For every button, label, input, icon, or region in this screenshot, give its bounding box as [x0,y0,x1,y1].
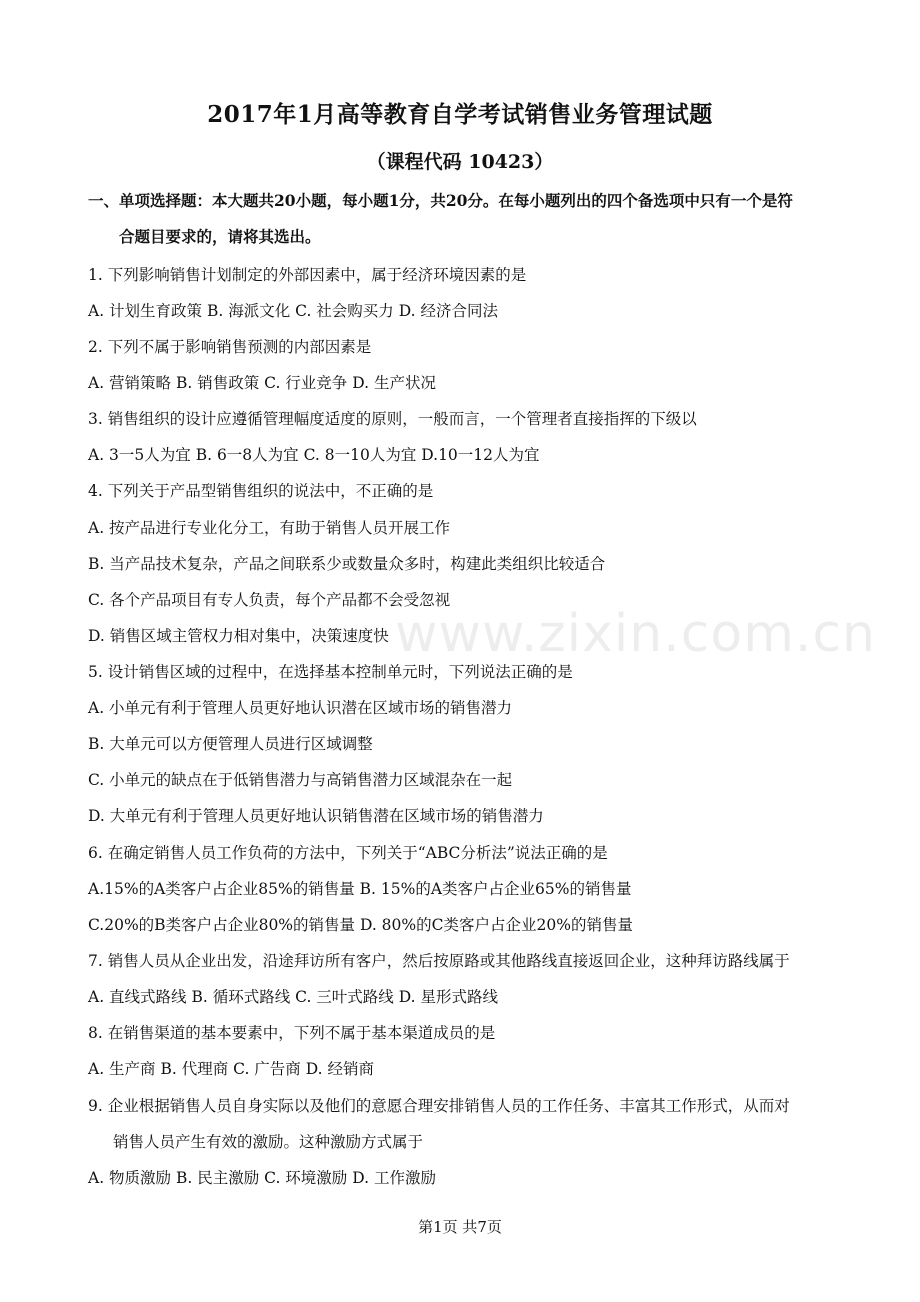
question-7-options: A. 直线式路线 B. 循环式路线 C. 三叶式路线 D. 星形式路线 [88,988,498,1006]
question-2: 2. 下列不属于影响销售预测的内部因素是 [88,338,372,356]
page-footer: 第1页 共7页 [418,1218,502,1236]
question-4-option-c: C. 各个产品项目有专人负责，每个产品都不会受忽视 [88,591,451,609]
question-5-option-a: A. 小单元有利于管理人员更好地认识潜在区域市场的销售潜力 [88,699,513,717]
question-6-options-ab: A.15%的A类客户占企业85%的销售量 B. 15%的A类客户占企业65%的销售量 [88,880,632,898]
question-9 [88,1095,836,1153]
watermark: www.zixin.com.cn [395,604,876,664]
question-4: 4. 下列关于产品型销售组织的说法中，不正确的是 [88,482,434,500]
question-4-option-b: B. 当产品技术复杂，产品之间联系少或数量众多时，构建此类组织比较适合 [88,555,606,573]
question-7: 7. 销售人员从企业出发，沿途拜访所有客户，然后按原路或其他路线直接返回企业，这种拜访路线属于 [88,952,790,970]
question-5-option-b: B. 大单元可以方便管理人员进行区域调整 [88,735,373,753]
question-4-option-a: A. 按产品进行专业化分工，有助于销售人员开展工作 [88,519,451,537]
question-9-line2: 销售人员产生有效的激励。这种激励方式属于 [113,1133,424,1151]
section-heading-line1: 一、单项选择题：本大题共20小题，每小题1分，共20分。在每小题列出的四个备选项中只有一个是符 [88,191,793,210]
question-5-option-d: D. 大单元有利于管理人员更好地认识销售潜在区域市场的销售潜力 [88,807,544,825]
question-4-option-d: D. 销售区域主管权力相对集中，决策速度快 [88,627,389,645]
section-heading [88,183,836,255]
question-1: 1. 下列影响销售计划制定的外部因素中，属于经济环境因素的是 [88,266,527,284]
question-5: 5. 设计销售区域的过程中，在选择基本控制单元时，下列说法正确的是 [88,663,573,681]
question-9-line1: 9. 企业根据销售人员自身实际以及他们的意愿合理安排销售人员的工作任务、丰富其工作形式，从而对 [88,1097,790,1115]
question-2-options: A. 营销策略 B. 销售政策 C. 行业竞争 D. 生产状况 [88,374,436,392]
question-6-options-cd: C.20%的B类客户占企业80%的销售量 D. 80%的C类客户占企业20%的销售量 [88,916,633,934]
question-8-options: A. 生产商 B. 代理商 C. 广告商 D. 经销商 [88,1060,374,1078]
question-1-options: A. 计划生育政策 B. 海派文化 C. 社会购买力 D. 经济合同法 [88,302,498,320]
course-code: （课程代码 10423） [366,151,554,173]
page-title: 2017年1月高等教育自学考试销售业务管理试题 [207,101,713,128]
question-9-options: A. 物质激励 B. 民主激励 C. 环境激励 D. 工作激励 [88,1169,436,1187]
question-8: 8. 在销售渠道的基本要素中，下列不属于基本渠道成员的是 [88,1024,496,1042]
question-5-option-c: C. 小单元的缺点在于低销售潜力与高销售潜力区域混杂在一起 [88,771,513,789]
section-heading-line2: 合题目要求的，请将其选出。 [119,227,321,246]
question-6: 6. 在确定销售人员工作负荷的方法中，下列关于“ABC分析法”说法正确的是 [88,844,608,862]
question-3: 3. 销售组织的设计应遵循管理幅度适度的原则，一般而言，一个管理者直接指挥的下级以 [88,410,697,428]
question-3-options: A. 3一5人为宜 B. 6一8人为宜 C. 8一10人为宜 D.10一12人为宜 [88,446,540,464]
